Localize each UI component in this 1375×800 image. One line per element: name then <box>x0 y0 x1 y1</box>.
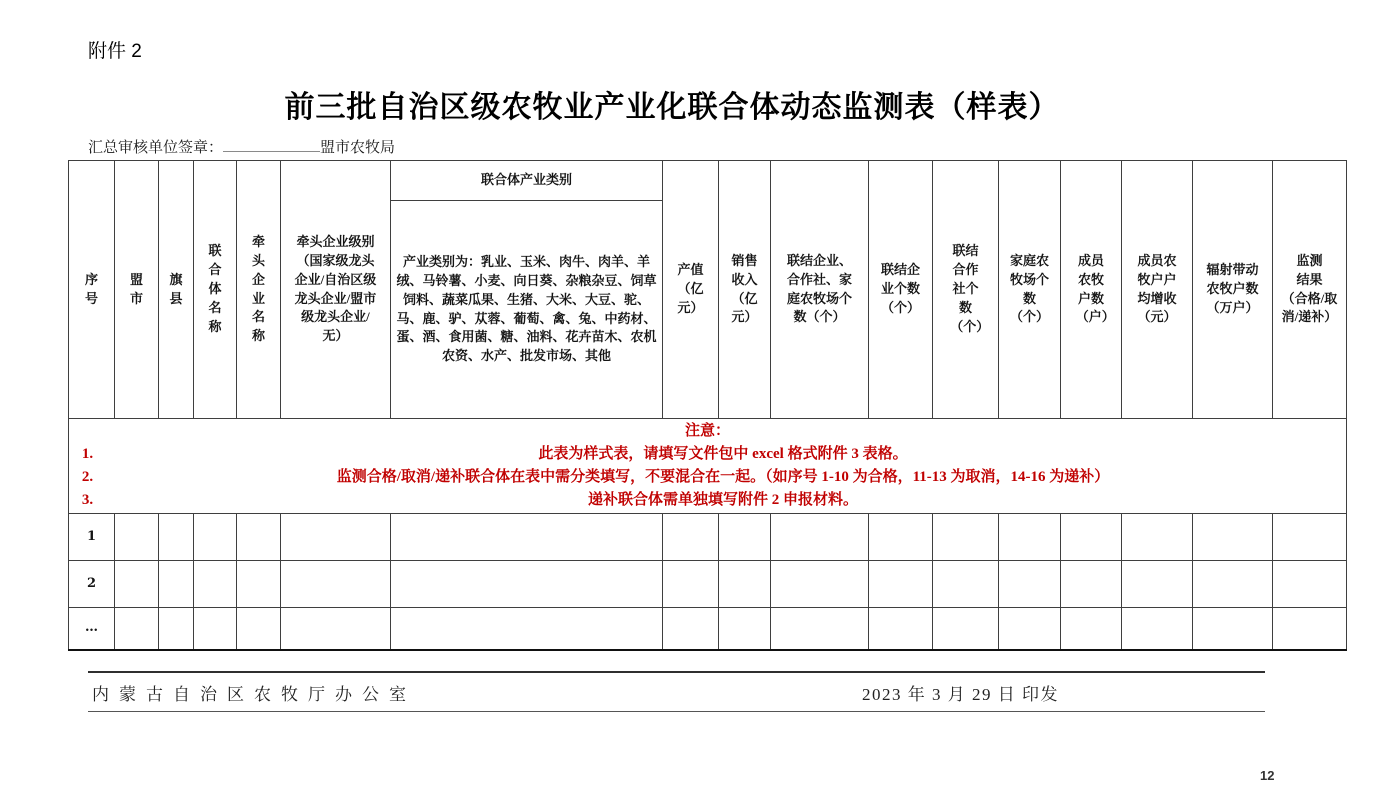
empty-cell <box>1273 608 1347 650</box>
empty-cell <box>999 514 1061 561</box>
page-title: 前三批自治区级农牧业产业化联合体动态监测表（样表） <box>284 91 1060 124</box>
empty-cell <box>281 561 391 608</box>
empty-cell <box>933 608 999 650</box>
table-row-ellipsis <box>69 608 1347 650</box>
footer-rule-bottom <box>88 711 1265 712</box>
monitoring-table <box>68 160 1347 651</box>
industry-group-header: 联合体产业类别 <box>391 161 663 201</box>
col-header-lead-enterprise-level: 牵头企业级别（国家级龙头企业/自治区级龙头企业/盟市级龙头企业/无） <box>281 161 391 419</box>
header-row <box>69 161 1347 201</box>
note-text: 递补联合体需单独填写附件 2 申报材料。 <box>587 492 858 508</box>
empty-cell <box>1122 514 1193 561</box>
note-item-2 <box>70 466 1345 489</box>
empty-cell <box>1193 608 1273 650</box>
footer-rule-top <box>88 671 1265 673</box>
empty-cell <box>719 514 771 561</box>
col-header-linked-enterprises: 联结企业个数（个） <box>869 161 933 419</box>
empty-cell <box>933 514 999 561</box>
col-header-linked-cooperatives: 联结合作社个数（个） <box>933 161 999 419</box>
note-text: 监测合格/取消/递补联合体在表中需分类填写，不要混合在一起。（如序号 1-10 为合格，11-13 为取消，14-16 为递补） <box>336 469 1110 485</box>
empty-cell <box>391 514 663 561</box>
empty-cell <box>1273 514 1347 561</box>
table-row-1 <box>69 514 1347 561</box>
table-row-2 <box>69 561 1347 608</box>
empty-cell <box>237 561 281 608</box>
attachment-label: 附件 2 <box>88 41 142 62</box>
col-header-radiated-households: 辐射带动农牧户数（万户） <box>1193 161 1273 419</box>
empty-cell <box>115 514 159 561</box>
note-item-1 <box>70 443 1345 466</box>
seq-cell: 1 <box>69 514 115 561</box>
empty-cell <box>159 514 194 561</box>
empty-cell <box>194 514 237 561</box>
empty-cell <box>1061 608 1122 650</box>
empty-cell <box>1122 561 1193 608</box>
col-header-sales-revenue: 销售收入（亿元） <box>719 161 771 419</box>
seq-cell: 2 <box>69 561 115 608</box>
empty-cell <box>1193 561 1273 608</box>
col-header-family-farms: 家庭农牧场个数（个） <box>999 161 1061 419</box>
col-header-lead-enterprise-name: 牵头企业名称 <box>237 161 281 419</box>
empty-cell <box>194 608 237 650</box>
page-number: 12 <box>1260 768 1275 783</box>
empty-cell <box>771 561 869 608</box>
empty-cell <box>771 608 869 650</box>
empty-cell <box>1061 561 1122 608</box>
empty-cell <box>1193 514 1273 561</box>
empty-cell <box>719 561 771 608</box>
notes-cell <box>69 419 1347 514</box>
empty-cell <box>869 561 933 608</box>
empty-cell <box>933 561 999 608</box>
empty-cell <box>1122 608 1193 650</box>
empty-cell <box>159 561 194 608</box>
col-header-seq: 序号 <box>69 161 115 419</box>
signature-prefix: 汇总审核单位签章： <box>88 140 224 156</box>
empty-cell <box>663 608 719 650</box>
col-header-member-income-increase: 成员农牧户户均增收（元） <box>1122 161 1193 419</box>
notes-row <box>69 419 1347 514</box>
signature-blank <box>223 147 320 152</box>
empty-cell <box>237 514 281 561</box>
empty-cell <box>159 608 194 650</box>
empty-cell <box>391 561 663 608</box>
col-header-output-value: 产值（亿元） <box>663 161 719 419</box>
col-header-league-city: 盟市 <box>115 161 159 419</box>
empty-cell <box>281 514 391 561</box>
col-header-monitoring-result: 监测 结果 （合格/取消/递补） <box>1273 161 1347 419</box>
footer-issuer: 内蒙古自治区农牧厅办公室 <box>92 685 416 704</box>
empty-cell <box>663 561 719 608</box>
note-number: 1. <box>81 446 94 462</box>
seq-cell: … <box>69 608 115 650</box>
empty-cell <box>391 608 663 650</box>
note-text: 此表为样式表，请填写文件包中 excel 格式附件 3 表格。 <box>538 446 908 462</box>
empty-cell <box>663 514 719 561</box>
empty-cell <box>1061 514 1122 561</box>
empty-cell <box>1273 561 1347 608</box>
empty-cell <box>999 561 1061 608</box>
col-header-consortium-name: 联合体名称 <box>194 161 237 419</box>
empty-cell <box>719 608 771 650</box>
signature-suffix: 盟市农牧局 <box>320 140 396 156</box>
empty-cell <box>237 608 281 650</box>
note-number: 3. <box>81 492 94 508</box>
industry-description-cell: 产业类别为：乳业、玉米、肉牛、肉羊、羊绒、马铃薯、小麦、向日葵、杂粮杂豆、饲草饲料、蔬菜瓜果、生猪、大米、大豆、驼、马、鹿、驴、苁蓉、葡萄、禽、兔、中药材、蛋、酒、食用菌、糖、油料、花卉苗木、农机农资、水产、批发市场、其他 <box>391 201 663 419</box>
col-header-linked-total: 联结企业、合作社、家庭农牧场个数（个） <box>771 161 869 419</box>
notes-title: 注意： <box>684 423 730 439</box>
empty-cell <box>869 608 933 650</box>
note-item-3 <box>70 489 1345 512</box>
empty-cell <box>771 514 869 561</box>
empty-cell <box>115 608 159 650</box>
col-header-banner-county: 旗县 <box>159 161 194 419</box>
note-number: 2. <box>81 469 94 485</box>
signature-line <box>88 136 395 157</box>
empty-cell <box>869 514 933 561</box>
empty-cell <box>281 608 391 650</box>
footer-date: 2023 年 3 月 29 日 印发 <box>862 685 1059 704</box>
empty-cell <box>999 608 1061 650</box>
col-header-member-households: 成员农牧户数（户） <box>1061 161 1122 419</box>
empty-cell <box>194 561 237 608</box>
empty-cell <box>115 561 159 608</box>
